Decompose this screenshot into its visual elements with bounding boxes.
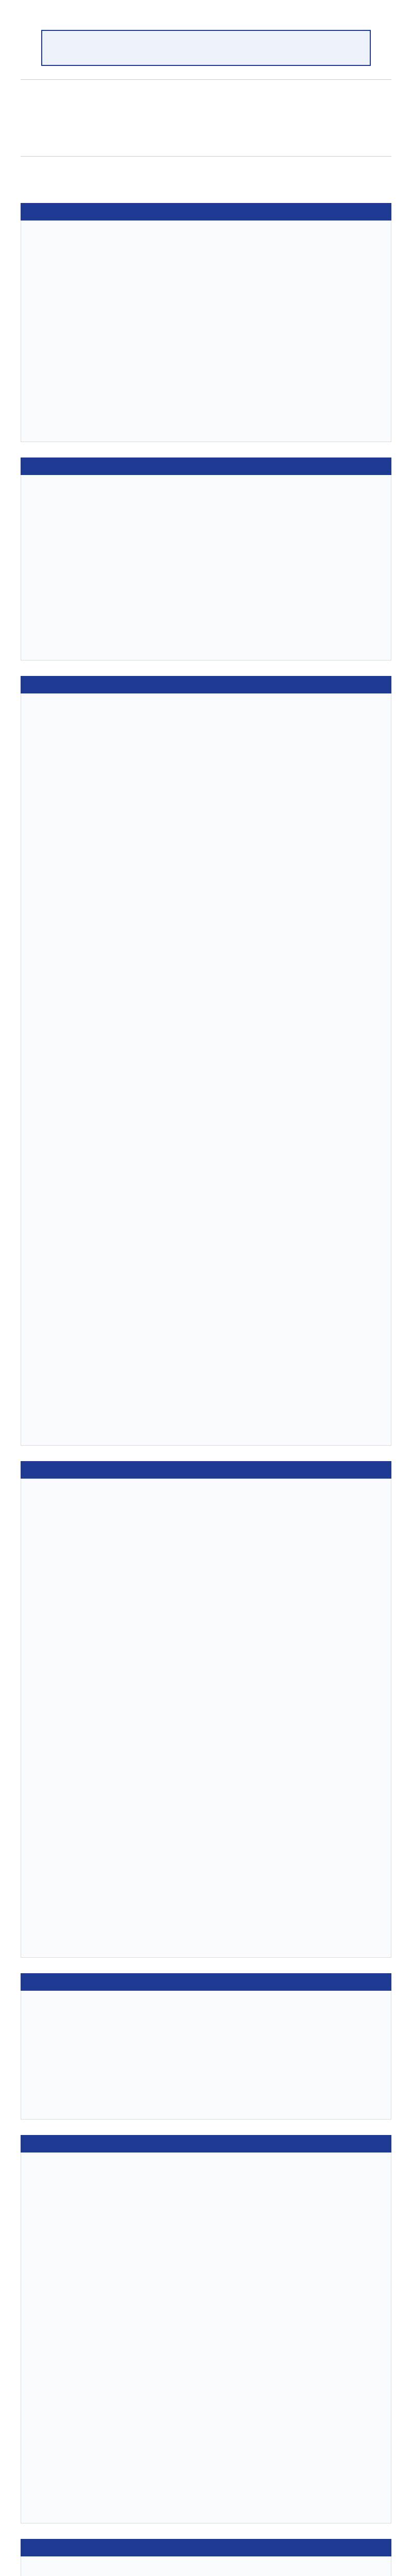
section-5-heading	[21, 1973, 391, 1991]
section-2	[21, 457, 391, 660]
section-1-body	[21, 221, 391, 442]
section-7-body	[21, 2556, 391, 2576]
section-7-heading	[21, 2539, 391, 2556]
section-3-body	[21, 693, 391, 1446]
intro-paragraph	[21, 79, 391, 157]
signature-block	[21, 157, 391, 188]
section-5	[21, 1973, 391, 2120]
section-1-heading	[21, 203, 391, 221]
notice-title-box	[41, 30, 371, 66]
section-3-heading	[21, 676, 391, 693]
section-4	[21, 1461, 391, 1958]
section-2-heading	[21, 457, 391, 475]
section-7	[21, 2539, 391, 2576]
section-6	[21, 2135, 391, 2523]
section-1	[21, 203, 391, 442]
section-3	[21, 676, 391, 1446]
section-5-body	[21, 1991, 391, 2120]
section-6-body	[21, 2153, 391, 2523]
section-6-heading	[21, 2135, 391, 2153]
section-4-heading	[21, 1461, 391, 1479]
document-reference-line	[21, 10, 391, 23]
section-4-body	[21, 1479, 391, 1958]
section-2-body	[21, 475, 391, 660]
